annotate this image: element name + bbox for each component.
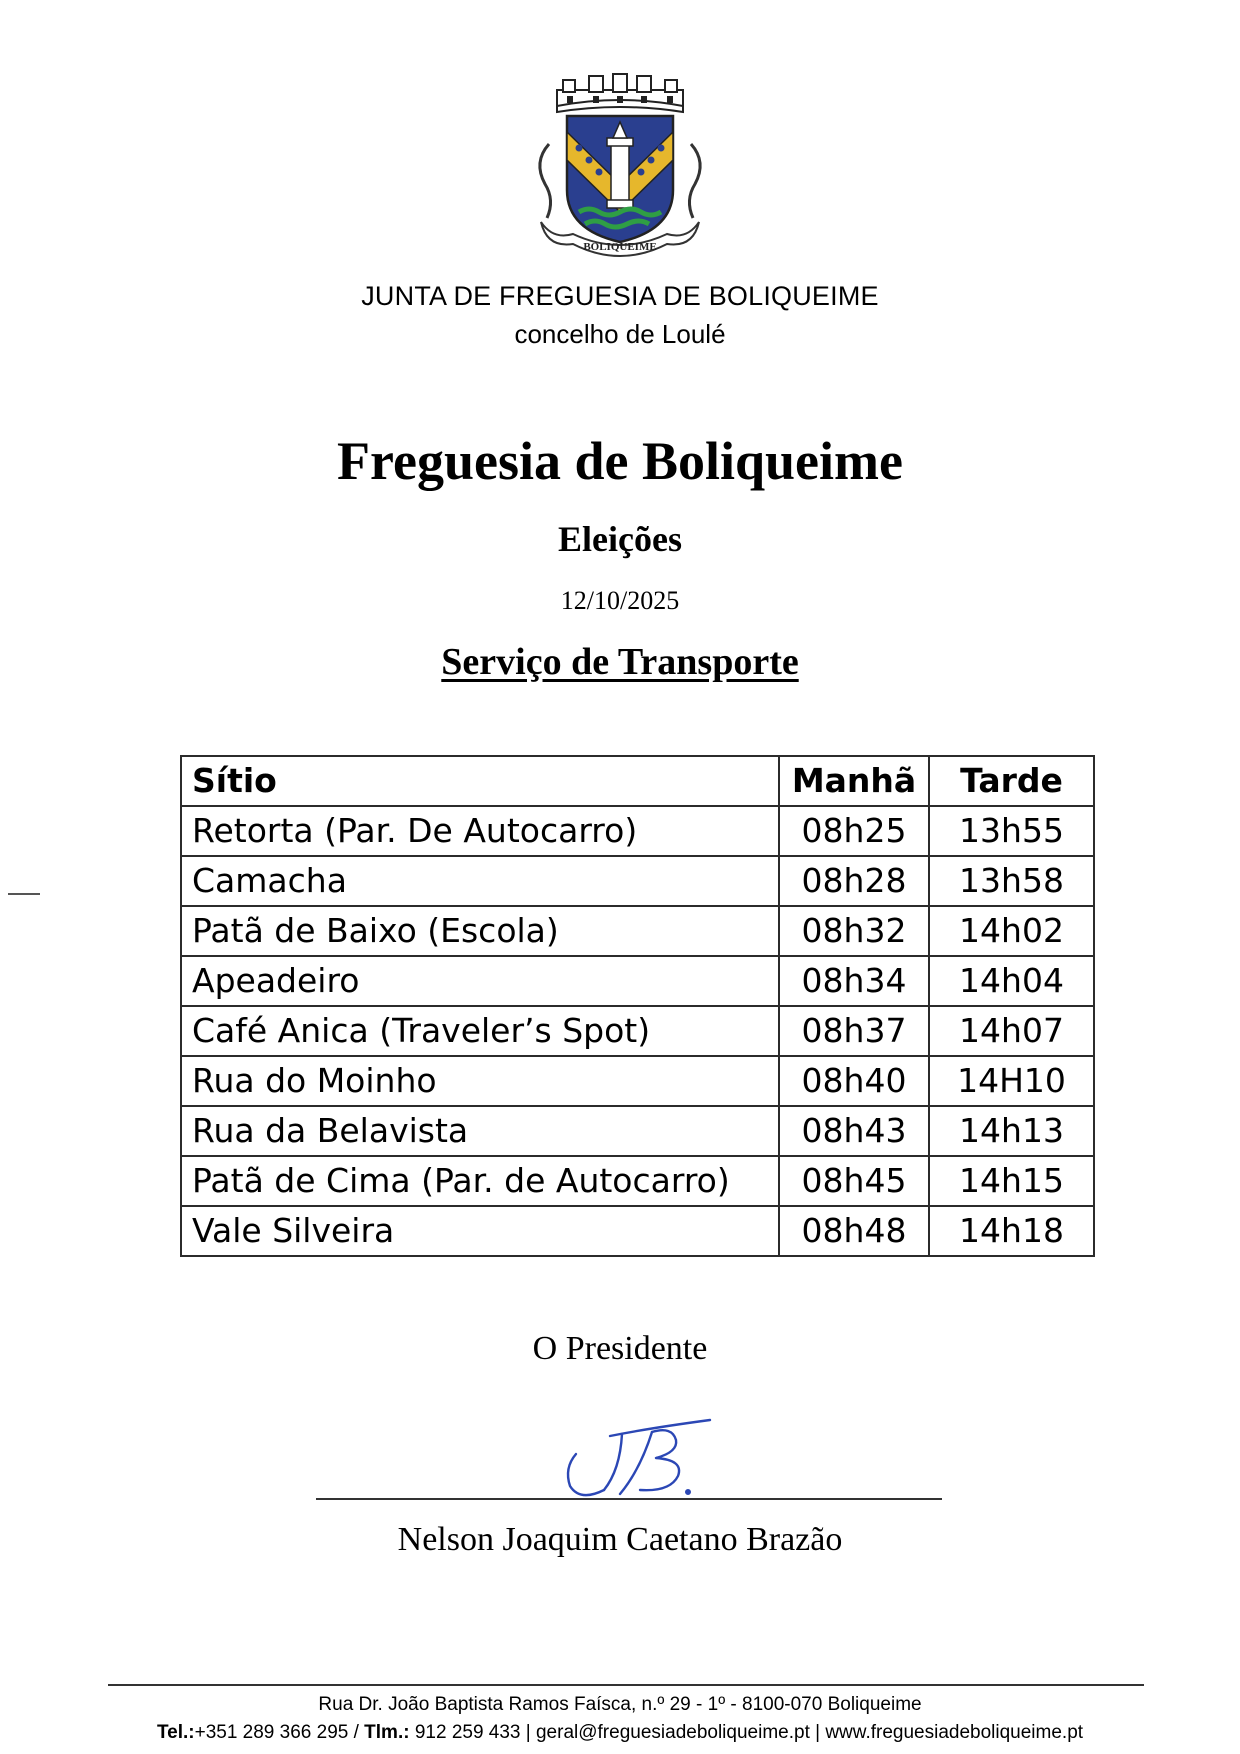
site-cell: Camacha xyxy=(181,856,779,906)
table-row xyxy=(181,1056,1094,1106)
signatory-role: O Presidente xyxy=(532,1330,708,1367)
municipality-name: concelho de Loulé xyxy=(514,319,726,349)
table-row xyxy=(181,1156,1094,1206)
column-header-afternoon: Tarde xyxy=(929,756,1094,806)
table-row xyxy=(181,1106,1094,1156)
afternoon-time-cell: 14h13 xyxy=(929,1106,1094,1156)
morning-time-cell: 08h25 xyxy=(779,806,929,856)
afternoon-time-cell: 14h04 xyxy=(929,956,1094,1006)
footer-mobile-label: Tlm.: xyxy=(364,1722,410,1743)
footer-tel: +351 289 366 295 / xyxy=(194,1722,365,1743)
signature-icon xyxy=(560,1410,730,1505)
document-title: Freguesia de Boliqueime xyxy=(337,431,903,491)
afternoon-time-cell: 14h15 xyxy=(929,1156,1094,1206)
signatory-name: Nelson Joaquim Caetano Brazão xyxy=(397,1521,843,1558)
table-row xyxy=(181,856,1094,906)
site-cell: Patã de Baixo (Escola) xyxy=(181,906,779,956)
afternoon-time-cell: 14h18 xyxy=(929,1206,1094,1256)
afternoon-time-cell: 14H10 xyxy=(929,1056,1094,1106)
table-row xyxy=(181,956,1094,1006)
morning-time-cell: 08h37 xyxy=(779,1006,929,1056)
morning-time-cell: 08h40 xyxy=(779,1056,929,1106)
morning-time-cell: 08h45 xyxy=(779,1156,929,1206)
svg-text:BOLIQUEIME: BOLIQUEIME xyxy=(583,241,657,253)
margin-mark xyxy=(8,893,40,895)
morning-time-cell: 08h28 xyxy=(779,856,929,906)
section-heading-text: Serviço de Transporte xyxy=(441,641,799,683)
footer-mobile-email-web: 912 259 433 | geral@freguesiadeboliqueime.pt | www.freguesiadeboliqueime.pt xyxy=(409,1722,1084,1743)
document-subtitle: Eleições xyxy=(558,519,682,559)
coat-of-arms-icon xyxy=(527,72,713,272)
morning-time-cell: 08h32 xyxy=(779,906,929,956)
section-heading xyxy=(0,640,1240,684)
footer-address: Rua Dr. João Baptista Ramos Faísca, n.º 29 - 1º - 8100-070 Boliqueime xyxy=(318,1694,922,1715)
morning-time-cell: 08h43 xyxy=(779,1106,929,1156)
column-header-site: Sítio xyxy=(181,756,779,806)
table-row xyxy=(181,1006,1094,1056)
morning-time-cell: 08h48 xyxy=(779,1206,929,1256)
afternoon-time-cell: 13h58 xyxy=(929,856,1094,906)
transport-schedule-table xyxy=(180,755,1095,1257)
site-cell: Rua da Belavista xyxy=(181,1106,779,1156)
site-cell: Patã de Cima (Par. de Autocarro) xyxy=(181,1156,779,1206)
signature-line xyxy=(316,1498,942,1500)
footer-divider xyxy=(108,1684,1144,1686)
afternoon-time-cell: 14h07 xyxy=(929,1006,1094,1056)
site-cell: Café Anica (Traveler’s Spot) xyxy=(181,1006,779,1056)
site-cell: Apeadeiro xyxy=(181,956,779,1006)
footer-contacts xyxy=(0,1722,1240,1744)
morning-time-cell: 08h34 xyxy=(779,956,929,1006)
document-date: 12/10/2025 xyxy=(560,586,680,615)
site-cell: Retorta (Par. De Autocarro) xyxy=(181,806,779,856)
table-row xyxy=(181,906,1094,956)
table-row xyxy=(181,1206,1094,1256)
footer-tel-label: Tel.: xyxy=(156,1722,195,1743)
table-row xyxy=(181,806,1094,856)
column-header-morning: Manhã xyxy=(779,756,929,806)
site-cell: Rua do Moinho xyxy=(181,1056,779,1106)
site-cell: Vale Silveira xyxy=(181,1206,779,1256)
organization-name: JUNTA DE FREGUESIA DE BOLIQUEIME xyxy=(361,281,879,311)
table-header-row xyxy=(181,756,1094,806)
afternoon-time-cell: 13h55 xyxy=(929,806,1094,856)
afternoon-time-cell: 14h02 xyxy=(929,906,1094,956)
